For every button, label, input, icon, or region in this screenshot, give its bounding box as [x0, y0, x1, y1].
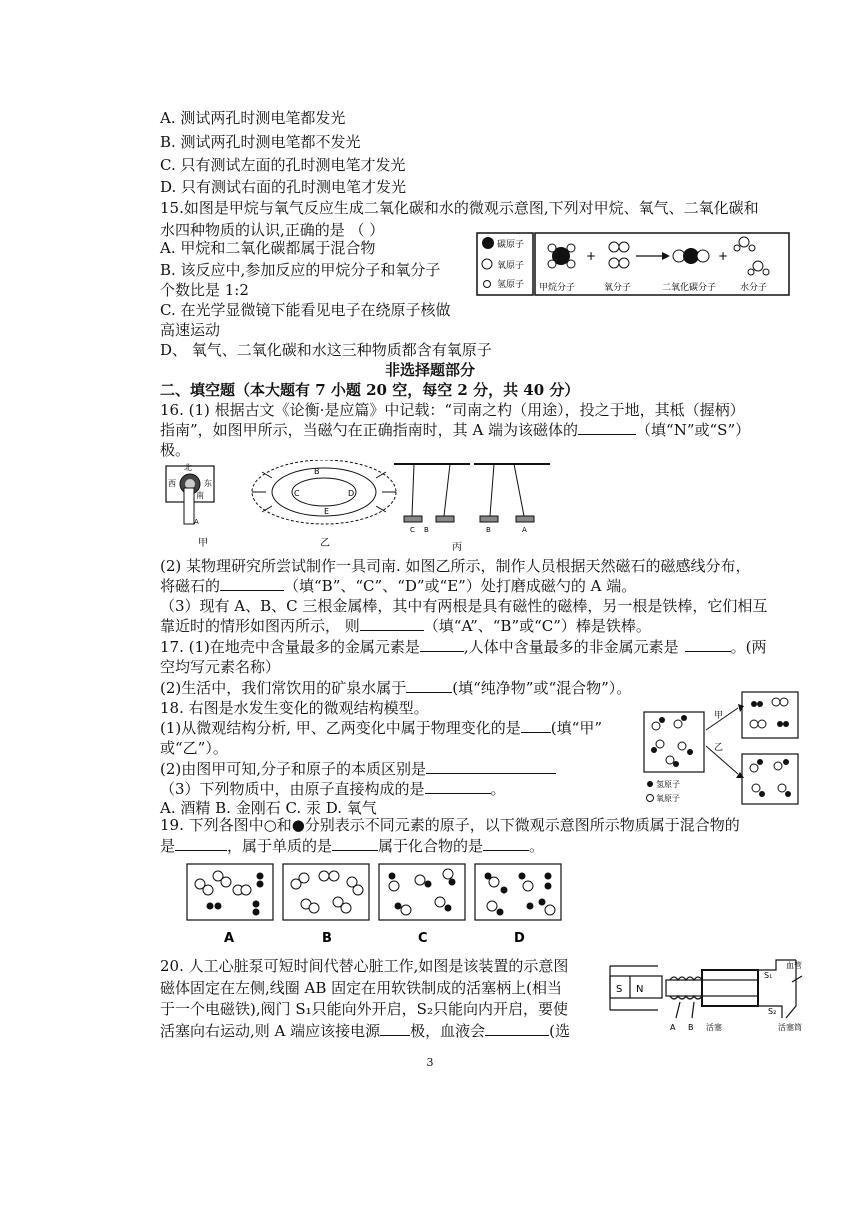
methane-molecule-icon: [548, 244, 575, 268]
box-c-label: C: [418, 931, 428, 946]
box-c: [379, 864, 465, 920]
q20-line4: 活塞向右运动,则 A 端应该接电源 极，血液会 (选: [160, 1022, 571, 1040]
magnet-n-label: N: [636, 984, 644, 995]
co2-molecule-icon: [673, 248, 709, 264]
blank-17-3: [406, 678, 452, 693]
compass-spoon-figure: [166, 462, 214, 526]
q15-option-b-line1: B. 该反应中,参加反应的甲烷分子和氧分子: [160, 261, 441, 279]
svg-text:+: +: [718, 249, 729, 263]
q18-line6: A. 酒精 B. 金刚石 C. 汞 D. 氧气: [160, 799, 377, 817]
q17-line3: (2)生活中，我们常饮用的矿泉水属于 (填“纯净物”或“混合物”）。: [160, 679, 632, 697]
q18-line5: （3）下列物质中，由原子直接构成的是 。: [160, 780, 506, 798]
q16-part2-line2: 将磁石的 （填“B”、“C”、“D”或“E”）处打磨成磁勺的 A 端。: [160, 577, 637, 595]
coil-a-label: A: [670, 1023, 676, 1032]
svg-text:北: 北: [184, 463, 192, 472]
legend-oxygen-icon: [647, 795, 654, 802]
valve-s1-label: S₁: [764, 971, 773, 980]
q14-option-d: D. 只有测试右面的孔时测电笔才发光: [160, 178, 407, 196]
q15-option-a: A. 甲烷和二氧化碳都属于混合物: [160, 239, 376, 257]
coil-b-label: B: [688, 1023, 694, 1032]
box-a-label: A: [224, 931, 235, 946]
q15-option-c-line2: 高速运动: [160, 321, 221, 339]
label-co2: 二氧化碳分子: [662, 283, 717, 293]
q15-stem-line1: 15.如图是甲烷与氧气反应生成二氧化碳和水的微观示意图,下列对甲烷、氧气、二氧化碳和: [160, 199, 759, 217]
svg-text:西: 西: [168, 479, 176, 488]
svg-text:C: C: [294, 489, 300, 498]
svg-text:A: A: [194, 518, 199, 526]
legend-oxygen-icon: [482, 259, 492, 269]
label-oxygen-molecule: 氧分子: [604, 283, 632, 293]
blank-16-2: [220, 576, 284, 591]
q16-line1: 16. (1) 根据古文《论衡·是应篇》中记载：“司南之杓（用途），投之于地，其柢（握柄）: [160, 401, 745, 419]
box-b-label: B: [322, 931, 332, 946]
blank-17-1: [420, 637, 464, 652]
legend-hydrogen-label: 氢原子: [497, 280, 525, 290]
q16-line2: 指南”，如图甲所示，当磁勺在正确指南时，其 A 端为该磁体的 （填“N”或“S”）: [160, 421, 751, 439]
hanging-rods-figure: [394, 464, 550, 522]
label-methane: 甲烷分子: [539, 283, 576, 293]
q16-part3-line1: （3）现有 A、B、C 三根金属棒，其中有两根是具有磁性的磁棒，另一根是铁棒，它们相互: [160, 597, 768, 615]
blank-20-1: [380, 1021, 410, 1036]
part-title: 非选择题部分: [384, 361, 475, 379]
svg-text:D: D: [348, 489, 355, 498]
piston-label: 活塞: [706, 1023, 722, 1032]
q17-line2: 空均写元素名称）: [160, 658, 281, 676]
svg-text:C: C: [410, 526, 415, 534]
svg-text:E: E: [324, 507, 330, 516]
blank-19-2: [332, 836, 378, 851]
blank-19-1: [175, 836, 227, 851]
legend-hydrogen-label: 氢原子: [656, 780, 680, 789]
q15-option-c-line1: C. 在光学显微镜下能看见电子在绕原子核做: [160, 301, 451, 319]
blank-18-1: [521, 718, 551, 733]
q19-particle-boxes: [186, 862, 566, 948]
q16-line3: 极。: [160, 441, 191, 459]
blank-20-2: [485, 1021, 549, 1036]
q16-part2-line1: (2) 某物理研究所尝试制作一具司南. 如图乙所示，制作人员根据天然磁石的磁感线分布，: [160, 557, 751, 575]
svg-text:B: B: [486, 526, 491, 534]
q20-heart-pump-figure: [606, 956, 828, 1044]
q16-figures: [162, 460, 552, 554]
q16-part3-line2: 靠近时的情形如图丙所示， 则 （填“A”、“B”或“C”）棒是铁棒。: [160, 617, 651, 635]
blank-18-3: [425, 779, 491, 794]
legend-carbon-label: 碳原子: [497, 240, 525, 250]
piston-cylinder-label: 活塞筒: [778, 1023, 802, 1032]
svg-text:B: B: [424, 526, 429, 534]
q15-option-d: D、 氧气、二氧化碳和水这三种物质都含有氧原子: [160, 341, 492, 359]
oxygen-molecules-icon: [609, 242, 629, 268]
water-molecules-group: [651, 715, 693, 767]
q18-water-change-figure: [642, 688, 802, 812]
blank-16-1: [578, 420, 636, 435]
fig-jia-arrow-label: 甲: [714, 711, 724, 721]
fig-yi-label: 乙: [320, 538, 330, 549]
page-number: 3: [426, 1056, 434, 1069]
water-molecules-icon: [734, 237, 769, 275]
svg-text:南: 南: [196, 491, 204, 500]
fig-jia-label: 甲: [198, 538, 208, 549]
q18-line2: (1)从微观结构分析, 甲、乙两变化中属于物理变化的是 (填“甲”: [160, 719, 602, 737]
fig-bing-label: 丙: [452, 542, 462, 553]
blank-17-2: [685, 637, 731, 652]
label-water: 水分子: [740, 283, 768, 293]
q14-option-b: B. 测试两孔时测电笔都不发光: [160, 133, 361, 151]
q19-line1: 19. 下列各图中○和●分别表示不同元素的原子，以下微观示意图所示物质属于混合物的: [160, 816, 740, 834]
svg-text:东: 东: [204, 479, 212, 488]
q14-option-c: C. 只有测试左面的孔时测电笔才发光: [160, 156, 406, 174]
box-d-label: D: [514, 931, 525, 946]
legend-hydrogen-icon: [647, 781, 653, 787]
q20-line1: 20. 人工心脏泵可短时间代替心脏工作,如图是该装置的示意图: [160, 957, 569, 975]
q15-reaction-figure: [476, 232, 790, 296]
section-heading: 二、填空题（本大题有 7 小题 20 空，每空 2 分，共 40 分）: [160, 381, 580, 399]
q14-option-a: A. 测试两孔时测电笔都发光: [160, 109, 346, 127]
legend-hydrogen-icon: [484, 281, 491, 288]
blank-18-2: [426, 759, 556, 774]
legend-carbon-icon: [482, 237, 494, 249]
svg-text:+: +: [586, 249, 597, 263]
box-d: [475, 864, 561, 920]
fig-yi-arrow-label: 乙: [714, 743, 724, 753]
q18-line3: 或“乙”）。: [160, 739, 228, 757]
magnet-s-label: S: [616, 984, 623, 995]
blank-16-3: [360, 616, 424, 631]
legend-oxygen-label: 氧原子: [497, 261, 525, 271]
svg-text:B: B: [314, 467, 320, 476]
box-b: [283, 864, 369, 920]
q20-line2: 磁体固定在左侧,线圈 AB 固定在用软铁制成的活塞柄上(相当: [160, 979, 563, 997]
valve-s2-label: S₂: [768, 1007, 777, 1016]
legend-oxygen-label: 氧原子: [656, 794, 680, 803]
q15-stem-line2: 水四种物质的认识,正确的是 （ ）: [160, 221, 385, 239]
q15-option-b-line2: 个数比是 1:2: [160, 281, 249, 299]
svg-text:A: A: [522, 526, 527, 534]
q18-line4: (2)由图甲可知,分子和原子的本质区别是: [160, 759, 556, 779]
box-a: [187, 864, 273, 920]
blank-19-3: [483, 836, 529, 851]
blood-vessel-label: 血管: [786, 961, 802, 970]
q17-line1: 17. (1)在地壳中含量最多的金属元素是 ,人体中含量最多的非金属元素是 。(两: [160, 638, 767, 656]
q19-line2: 是 ，属于单质的是 属于化合物的是 。: [160, 837, 545, 855]
q20-line3: 于一个电磁铁),阀门 S₁只能向外开启，S₂只能向内开启，要使: [160, 1000, 568, 1018]
q18-line1: 18. 右图是水发生变化的微观结构模型。: [160, 699, 429, 717]
